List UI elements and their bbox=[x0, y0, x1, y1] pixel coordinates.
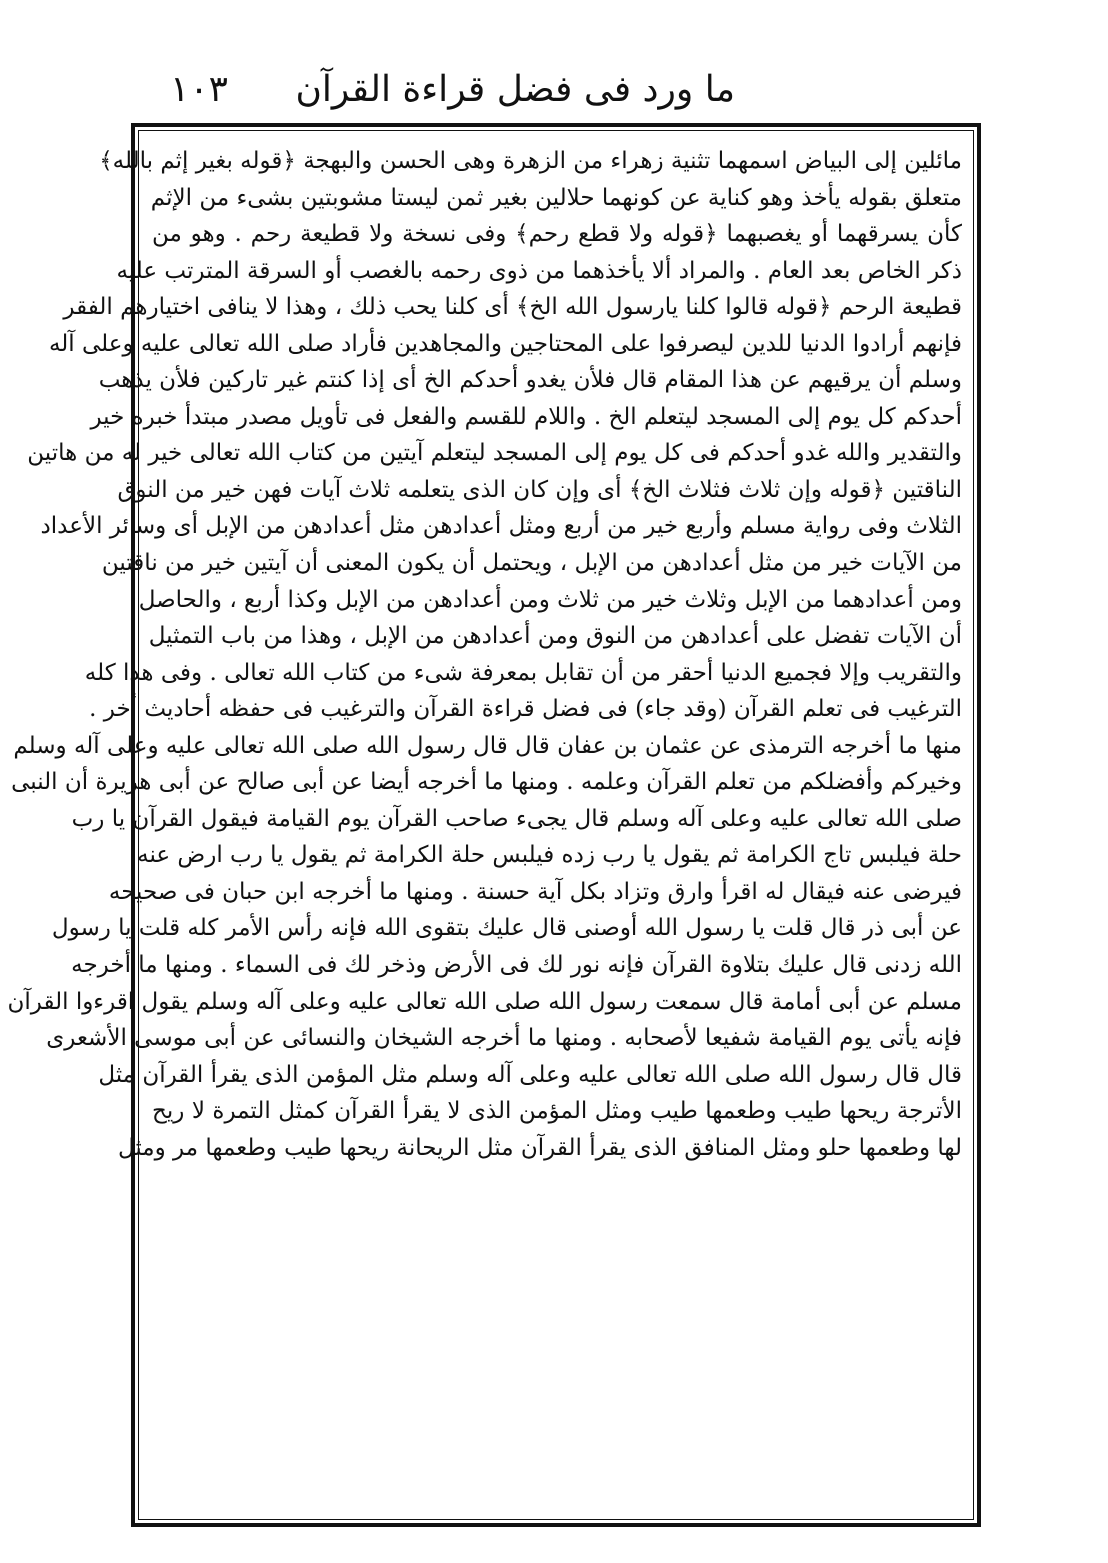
text-line: الترغيب فى تعلم القرآن (وقد جاء) فى فضل قراءة القرآن والترغيب فى حفظه أحاديث أخر . bbox=[89, 696, 962, 723]
text-line: صلى الله تعالى عليه وعلى آله وسلم قال يجىء صاحب القرآن يوم القيامة فيقول القرآن يا رب bbox=[71, 805, 962, 832]
body-text bbox=[7, 143, 962, 1513]
text-line: كأن يسرقهما أو يغصبهما ﴿قوله ولا قطع رحم﴾ وفى نسخة ولا قطيعة رحم . وهو من bbox=[152, 221, 962, 248]
text-line: لها وطعمها حلو ومثل المنافق الذى يقرأ القرآن مثل الريحانة ريحها طيب وطعمها مر ومثل bbox=[117, 1134, 962, 1161]
text-line: قطيعة الرحم ﴿قوله قالوا كلنا يارسول الله الخ﴾ أى كلنا يحب ذلك ، وهذا لا ينافى اختيارهم الفقر bbox=[63, 294, 962, 321]
text-line: منها ما أخرجه الترمذى عن عثمان بن عفان قال قال رسول الله صلى الله تعالى عليه وعلى آله وسلم bbox=[13, 732, 962, 759]
text-line: وخيركم وأفضلكم من تعلم القرآن وعلمه . ومنها ما أخرجه أيضا عن أبى صالح عن أبى هريرة أن النبى bbox=[11, 769, 962, 796]
page-header bbox=[130, 62, 990, 118]
text-line: الأترجة ريحها طيب وطعمها طيب ومثل المؤمن الذى لا يقرأ القرآن كمثل التمرة لا ريح bbox=[152, 1098, 962, 1125]
text-line: مسلم عن أبى أمامة قال سمعت رسول الله صلى الله تعالى عليه وعلى آله وسلم يقول اقرءوا القرآن bbox=[7, 988, 962, 1015]
page-number: ١٠٣ bbox=[170, 69, 229, 110]
text-line: مائلين إلى البياض اسمهما تثنية زهراء من الزهرة وهى الحسن والبهجة ﴿قوله بغير إثم بالله﴾ bbox=[99, 148, 962, 174]
text-line: الله زدنى قال عليك بتلاوة القرآن فإنه نور لك فى الأرض وذخر لك فى السماء . ومنها ما أخرجه bbox=[71, 952, 962, 979]
text-line: عن أبى ذر قال قلت يا رسول الله أوصنى قال عليك بتقوى الله فإنه رأس الأمر كله قلت يا رسول bbox=[51, 915, 962, 942]
running-title: ما ورد فى فضل قراءة القرآن bbox=[295, 69, 735, 110]
text-line: والتقدير والله غدو أحدكم فى كل يوم إلى المسجد ليتعلم آيتين من كتاب الله تعالى خير له من هاتين bbox=[27, 440, 962, 467]
text-line: والتقريب وإلا فجميع الدنيا أحقر من أن تقابل بمعرفة شىء من كتاب الله تعالى . وفى هذا كله bbox=[84, 659, 962, 686]
text-line: الناقتين ﴿قوله وإن ثلاث فثلاث الخ﴾ أى وإن كان الذى يتعلمه ثلاث آيات فهن خير من النوق bbox=[117, 476, 962, 503]
text-line: وسلم أن يرقيهم عن هذا المقام قال فلأن يغدو أحدكم الخ أى إذا كنتم غير تاركين فلأن يذهب bbox=[98, 367, 962, 394]
text-line: ذكر الخاص بعد العام . والمراد ألا يأخذهما من ذوى رحمه بالغصب أو السرقة المترتب عليه bbox=[116, 257, 962, 284]
text-line: ومن أعدادهما من الإبل وثلاث خير من ثلاث ومن أعدادهن من الإبل وكذا أربع ، والحاصل bbox=[138, 586, 962, 613]
text-line: فإنه يأتى يوم القيامة شفيعا لأصحابه . ومنها ما أخرجه الشيخان والنسائى عن أبى موسى الأشعرى bbox=[46, 1025, 962, 1052]
text-line: الثلاث وفى رواية مسلم وأربع خير من أربع ومثل أعدادهن مثل أعدادهن من الإبل أى وسائر الأعداد bbox=[40, 513, 962, 540]
text-line: أن الآيات تفضل على أعدادهن من النوق ومن أعدادهن من الإبل ، وهذا من باب التمثيل bbox=[148, 623, 962, 650]
text-line: أحدكم كل يوم إلى المسجد ليتعلم الخ . واللام للقسم والفعل فى تأويل مصدر مبتدأ خبره خير bbox=[90, 403, 962, 430]
text-line: من الآيات خير من مثل أعدادهن من الإبل ، ويحتمل أن يكون المعنى أن آيتين خير من ناقتين bbox=[101, 550, 962, 577]
text-line: متعلق بقوله يأخذ وهو كناية عن كونهما حلالين بغير ثمن ليستا مشوبتين بشىء من الإثم bbox=[150, 184, 962, 211]
text-line: فإنهم أرادوا الدنيا للدين ليصرفوا على المحتاجين والمجاهدين فأراد صلى الله تعالى عليه وعلى آله bbox=[48, 330, 962, 357]
text-line: فيرضى عنه فيقال له اقرأ وارق وتزاد بكل آية حسنة . ومنها ما أخرجه ابن حبان فى صحيحه bbox=[108, 878, 962, 905]
text-line: قال قال رسول الله صلى الله تعالى عليه وعلى آله وسلم مثل المؤمن الذى يقرأ القرآن مثل bbox=[98, 1061, 962, 1088]
text-line: حلة فيلبس تاج الكرامة ثم يقول يا رب زده فيلبس حلة الكرامة ثم يقول يا رب ارض عنه bbox=[137, 842, 962, 869]
